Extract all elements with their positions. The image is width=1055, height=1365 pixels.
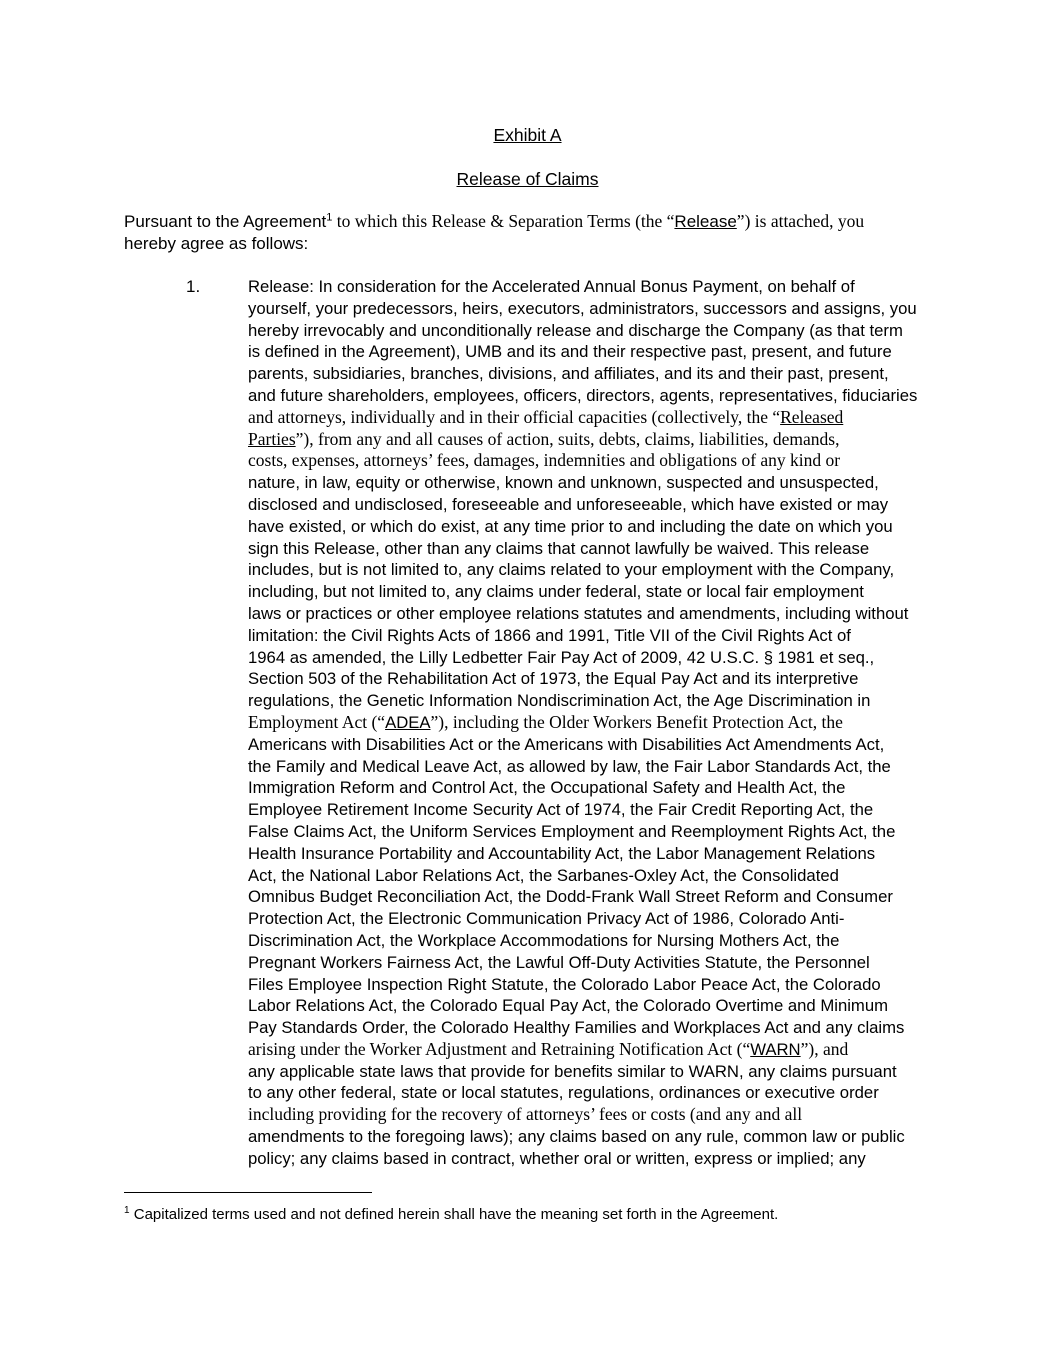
section-line: is defined in the Agreement), UMB and its and their respective past, present, and future [248, 342, 892, 362]
document-title [0, 124, 1055, 146]
section-line: nature, in law, equity or otherwise, known and unknown, suspected and unsuspected, [248, 473, 879, 493]
section-line: Discrimination Act, the Workplace Accommodations for Nursing Mothers Act, the [248, 930, 840, 950]
warn-term: WARN [750, 1039, 801, 1059]
section-line: Protection Act, the Electronic Communication Privacy Act of 1986, Colorado Anti- [248, 909, 845, 929]
section-line: 1964 as amended, the Lilly Ledbetter Fair Pay Act of 2009, 42 U.S.C. § 1981 et seq., [248, 647, 875, 667]
section-line: costs, expenses, attorneys’ fees, damages, indemnities and obligations of any kind or [248, 450, 841, 471]
section-line: Health Insurance Portability and Accountability Act, the Labor Management Relations [248, 843, 876, 863]
section-line: Act, the National Labor Relations Act, the Sarbanes-Oxley Act, the Consolidated [248, 865, 839, 885]
section-line: any applicable state laws that provide for benefits similar to WARN, any claims pursuant [248, 1061, 897, 1081]
section-line: amendments to the foregoing laws); any claims based on any rule, common law or public [248, 1127, 905, 1147]
section-line: Immigration Reform and Control Act, the Occupational Safety and Health Act, the [248, 778, 846, 798]
section-line: sign this Release, other than any claims that cannot lawfully be waived. This release [248, 538, 870, 558]
footnote-separator [124, 1192, 372, 1193]
section-line: parents, subsidiaries, branches, divisions, and affiliates, and its and their past, present, [248, 364, 889, 384]
section-line: have existed, or which do exist, at any time prior to and including the date on which you [248, 516, 893, 536]
section-line: Files Employee Inspection Right Statute, the Colorado Labor Peace Act, the Colorado [248, 974, 881, 994]
section-line: to any other federal, state or local statutes, regulations, ordinances or executive order [248, 1083, 879, 1103]
footnote [124, 1205, 924, 1224]
section-line [248, 407, 948, 429]
section-line: the Family and Medical Leave Act, as allowed by law, the Fair Labor Standards Act, the [248, 756, 891, 776]
section-line [248, 712, 948, 734]
intro-text-end: ”) is attached, you [736, 211, 865, 231]
released-parties-trail: ”), from any and all causes of action, suits, debts, claims, liabilities, demands, [295, 428, 840, 449]
section-line: laws or practices or other employee relations statutes and amendments, including without [248, 603, 909, 623]
section-line: regulations, the Genetic Information Nondiscrimination Act, the Age Discrimination in [248, 691, 871, 711]
section-line: Labor Relations Act, the Colorado Equal Pay Act, the Colorado Overtime and Minimum [248, 996, 889, 1016]
adea-lead: Employment Act (“ [248, 711, 386, 732]
adea-trail: ”), including the Older Workers Benefit Protection Act, the [430, 711, 843, 732]
warn-trail: ”), and [800, 1038, 849, 1059]
intro-defined-term: Release [674, 212, 737, 231]
document-title-text: Exhibit A [493, 125, 562, 145]
section-number: 1. [186, 277, 201, 296]
section-line: Employee Retirement Income Security Act of 1974, the Fair Credit Reporting Act, the [248, 800, 874, 820]
intro-text-start: Pursuant to the Agreement [124, 212, 327, 231]
intro-paragraph [124, 210, 924, 255]
section-line: and future shareholders, employees, officers, directors, agents, representatives, fiduciaries [248, 385, 918, 405]
intro-text-middle: to which this Release & Separation Terms (the “ [332, 211, 675, 231]
footnote-mark: 1 [124, 1205, 130, 1216]
document-subtitle [0, 168, 1055, 190]
section-line: Section 503 of the Rehabilitation Act of 1973, the Equal Pay Act and its interpretive [248, 669, 859, 689]
section-line [248, 1039, 948, 1061]
warn-lead: arising under the Worker Adjustment and Retraining Notification Act (“ [248, 1038, 751, 1059]
section-line: Americans with Disabilities Act or the Americans with Disabilities Act Amendments Act, [248, 734, 885, 754]
intro-line-2: hereby agree as follows: [124, 234, 309, 253]
section-body [248, 276, 948, 1170]
section-line: including, but not limited to, any claims under federal, state or local fair employment [248, 582, 864, 602]
section-line: policy; any claims based in contract, whether oral or written, express or implied; any [248, 1148, 866, 1168]
footnote-text: Capitalized terms used and not defined herein shall have the meaning set forth in the Agreement. [129, 1206, 779, 1223]
footnote-reference: 1 [326, 211, 333, 224]
section-line: limitation: the Civil Rights Acts of 1866 and 1991, Title VII of the Civil Rights Act of [248, 625, 851, 645]
section-line: including providing for the recovery of attorneys’ fees or costs (and any and all [248, 1104, 803, 1125]
section-line: Omnibus Budget Reconciliation Act, the Dodd-Frank Wall Street Reform and Consumer [248, 887, 893, 907]
adea-term: ADEA [385, 712, 431, 732]
section-line: Pregnant Workers Fairness Act, the Lawful Off-Duty Activities Statute, the Personnel [248, 952, 870, 972]
section-line: False Claims Act, the Uniform Services Employment and Reemployment Rights Act, the [248, 821, 896, 841]
released-parties-term-part1: Released [780, 406, 844, 427]
section-line: Release: In consideration for the Accelerated Annual Bonus Payment, on behalf of [248, 277, 855, 296]
released-parties-term-part2: Parties [248, 428, 296, 449]
document-subtitle-text: Release of Claims [456, 169, 599, 189]
section-line: yourself, your predecessors, heirs, executors, administrators, successors and assigns, you [248, 298, 917, 318]
section-line: hereby irrevocably and unconditionally release and discharge the Company (as that term [248, 320, 903, 340]
section-line: includes, but is not limited to, any claims related to your employment with the Company, [248, 560, 895, 580]
released-parties-lead: and attorneys, individually and in their official capacities (collectively, the “ [248, 406, 781, 427]
section-line: Pay Standards Order, the Colorado Healthy Families and Workplaces Act and any claims [248, 1018, 905, 1038]
section-line: disclosed and undisclosed, foreseeable and unforeseeable, which have existed or may [248, 494, 889, 514]
section-line [248, 429, 948, 451]
